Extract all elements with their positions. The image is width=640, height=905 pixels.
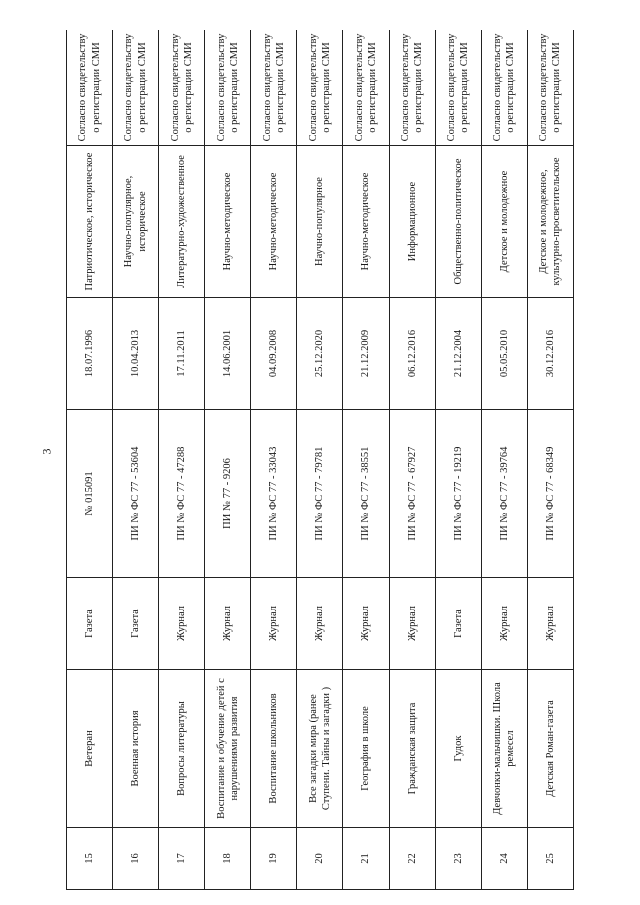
publication-title-cell: Девчонки-мальчишки. Школа ремесел <box>481 670 527 828</box>
specialization-cell: Научно-методическое <box>343 146 389 298</box>
page-number: 3 <box>39 448 54 455</box>
media-registry-table <box>66 30 574 890</box>
specialization-cell: Научно-популярное, историческое <box>113 146 159 298</box>
distribution-territory-cell: Согласно свидетельству о регистрации СМИ <box>435 30 481 146</box>
registration-number-cell: ПИ № ФС 77 - 47288 <box>159 410 205 578</box>
distribution-territory-cell: Согласно свидетельству о регистрации СМИ <box>481 30 527 146</box>
table-row <box>113 30 159 890</box>
registration-number-cell: ПИ № ФС 77 - 39764 <box>481 410 527 578</box>
specialization-cell: Литературно-художественное <box>159 146 205 298</box>
table-row <box>67 30 113 890</box>
registration-date-cell: 18.07.1996 <box>67 298 113 410</box>
publication-title-cell: География в школе <box>343 670 389 828</box>
row-number-cell: 18 <box>205 828 251 890</box>
registration-date-cell: 25.12.2020 <box>297 298 343 410</box>
table-row <box>343 30 389 890</box>
registration-date-cell: 17.11.2011 <box>159 298 205 410</box>
row-number-cell: 23 <box>435 828 481 890</box>
specialization-cell: Детское и молодежное <box>481 146 527 298</box>
row-number-cell: 22 <box>389 828 435 890</box>
publication-type-cell: Журнал <box>481 578 527 670</box>
distribution-territory-cell: Согласно свидетельству о регистрации СМИ <box>113 30 159 146</box>
distribution-territory-cell: Согласно свидетельству о регистрации СМИ <box>67 30 113 146</box>
distribution-territory-cell: Согласно свидетельству о регистрации СМИ <box>159 30 205 146</box>
publication-type-cell: Журнал <box>527 578 573 670</box>
publication-title-cell: Воспитание и обучение детей с нарушениями развития <box>205 670 251 828</box>
publication-title-cell: Воспитание школьников <box>251 670 297 828</box>
registration-date-cell: 14.06.2001 <box>205 298 251 410</box>
publication-title-cell: Все загадки мира (ранее Ступени. Тайны и загадки ) <box>297 670 343 828</box>
specialization-cell: Научно-методическое <box>205 146 251 298</box>
distribution-territory-cell: Согласно свидетельству о регистрации СМИ <box>343 30 389 146</box>
distribution-territory-cell: Согласно свидетельству о регистрации СМИ <box>297 30 343 146</box>
registration-number-cell: ПИ № ФС 77 - 67927 <box>389 410 435 578</box>
registration-number-cell: № 015091 <box>67 410 113 578</box>
registration-number-cell: ПИ № ФС 77 - 33043 <box>251 410 297 578</box>
specialization-cell: Общественно-политическое <box>435 146 481 298</box>
row-number-cell: 17 <box>159 828 205 890</box>
distribution-territory-cell: Согласно свидетельству о регистрации СМИ <box>389 30 435 146</box>
registration-number-cell: ПИ № ФС 77 - 19219 <box>435 410 481 578</box>
registration-date-cell: 04.09.2008 <box>251 298 297 410</box>
table-row <box>527 30 573 890</box>
publication-type-cell: Журнал <box>343 578 389 670</box>
distribution-territory-cell: Согласно свидетельству о регистрации СМИ <box>251 30 297 146</box>
registration-number-cell: ПИ № ФС 77 - 53604 <box>113 410 159 578</box>
table-row <box>205 30 251 890</box>
table-row <box>159 30 205 890</box>
row-number-cell: 19 <box>251 828 297 890</box>
table-row <box>389 30 435 890</box>
publication-type-cell: Журнал <box>389 578 435 670</box>
registration-number-cell: ПИ № ФС 77 - 68349 <box>527 410 573 578</box>
specialization-cell: Детское и молодежное, культурно-просветительское <box>527 146 573 298</box>
row-number-cell: 15 <box>67 828 113 890</box>
rotated-table <box>66 30 574 890</box>
specialization-cell: Научно-популярное <box>297 146 343 298</box>
distribution-territory-cell: Согласно свидетельству о регистрации СМИ <box>205 30 251 146</box>
table-row <box>251 30 297 890</box>
table-row <box>435 30 481 890</box>
registration-date-cell: 21.12.2004 <box>435 298 481 410</box>
specialization-cell: Научно-методическое <box>251 146 297 298</box>
publication-title-cell: Военная история <box>113 670 159 828</box>
row-number-cell: 24 <box>481 828 527 890</box>
registration-number-cell: ПИ № ФС 77 - 79781 <box>297 410 343 578</box>
publication-type-cell: Журнал <box>297 578 343 670</box>
row-number-cell: 16 <box>113 828 159 890</box>
publication-title-cell: Детская Роман-газета <box>527 670 573 828</box>
publication-title-cell: Вопросы литературы <box>159 670 205 828</box>
registration-date-cell: 21.12.2009 <box>343 298 389 410</box>
publication-title-cell: Гудок <box>435 670 481 828</box>
publication-type-cell: Газета <box>67 578 113 670</box>
distribution-territory-cell: Согласно свидетельству о регистрации СМИ <box>527 30 573 146</box>
specialization-cell: Информационное <box>389 146 435 298</box>
publication-title-cell: Ветеран <box>67 670 113 828</box>
publication-type-cell: Журнал <box>159 578 205 670</box>
row-number-cell: 25 <box>527 828 573 890</box>
registration-date-cell: 06.12.2016 <box>389 298 435 410</box>
publication-title-cell: Гражданская защита <box>389 670 435 828</box>
table-row <box>481 30 527 890</box>
publication-type-cell: Газета <box>435 578 481 670</box>
publication-type-cell: Газета <box>113 578 159 670</box>
row-number-cell: 21 <box>343 828 389 890</box>
row-number-cell: 20 <box>297 828 343 890</box>
registration-date-cell: 10.04.2013 <box>113 298 159 410</box>
specialization-cell: Патриотическое, историческое <box>67 146 113 298</box>
registration-date-cell: 30.12.2016 <box>527 298 573 410</box>
registration-number-cell: ПИ № ФС 77 - 38551 <box>343 410 389 578</box>
publication-type-cell: Журнал <box>205 578 251 670</box>
publication-type-cell: Журнал <box>251 578 297 670</box>
registration-date-cell: 05.05.2010 <box>481 298 527 410</box>
table-row <box>297 30 343 890</box>
registration-number-cell: ПИ № 77 - 9206 <box>205 410 251 578</box>
